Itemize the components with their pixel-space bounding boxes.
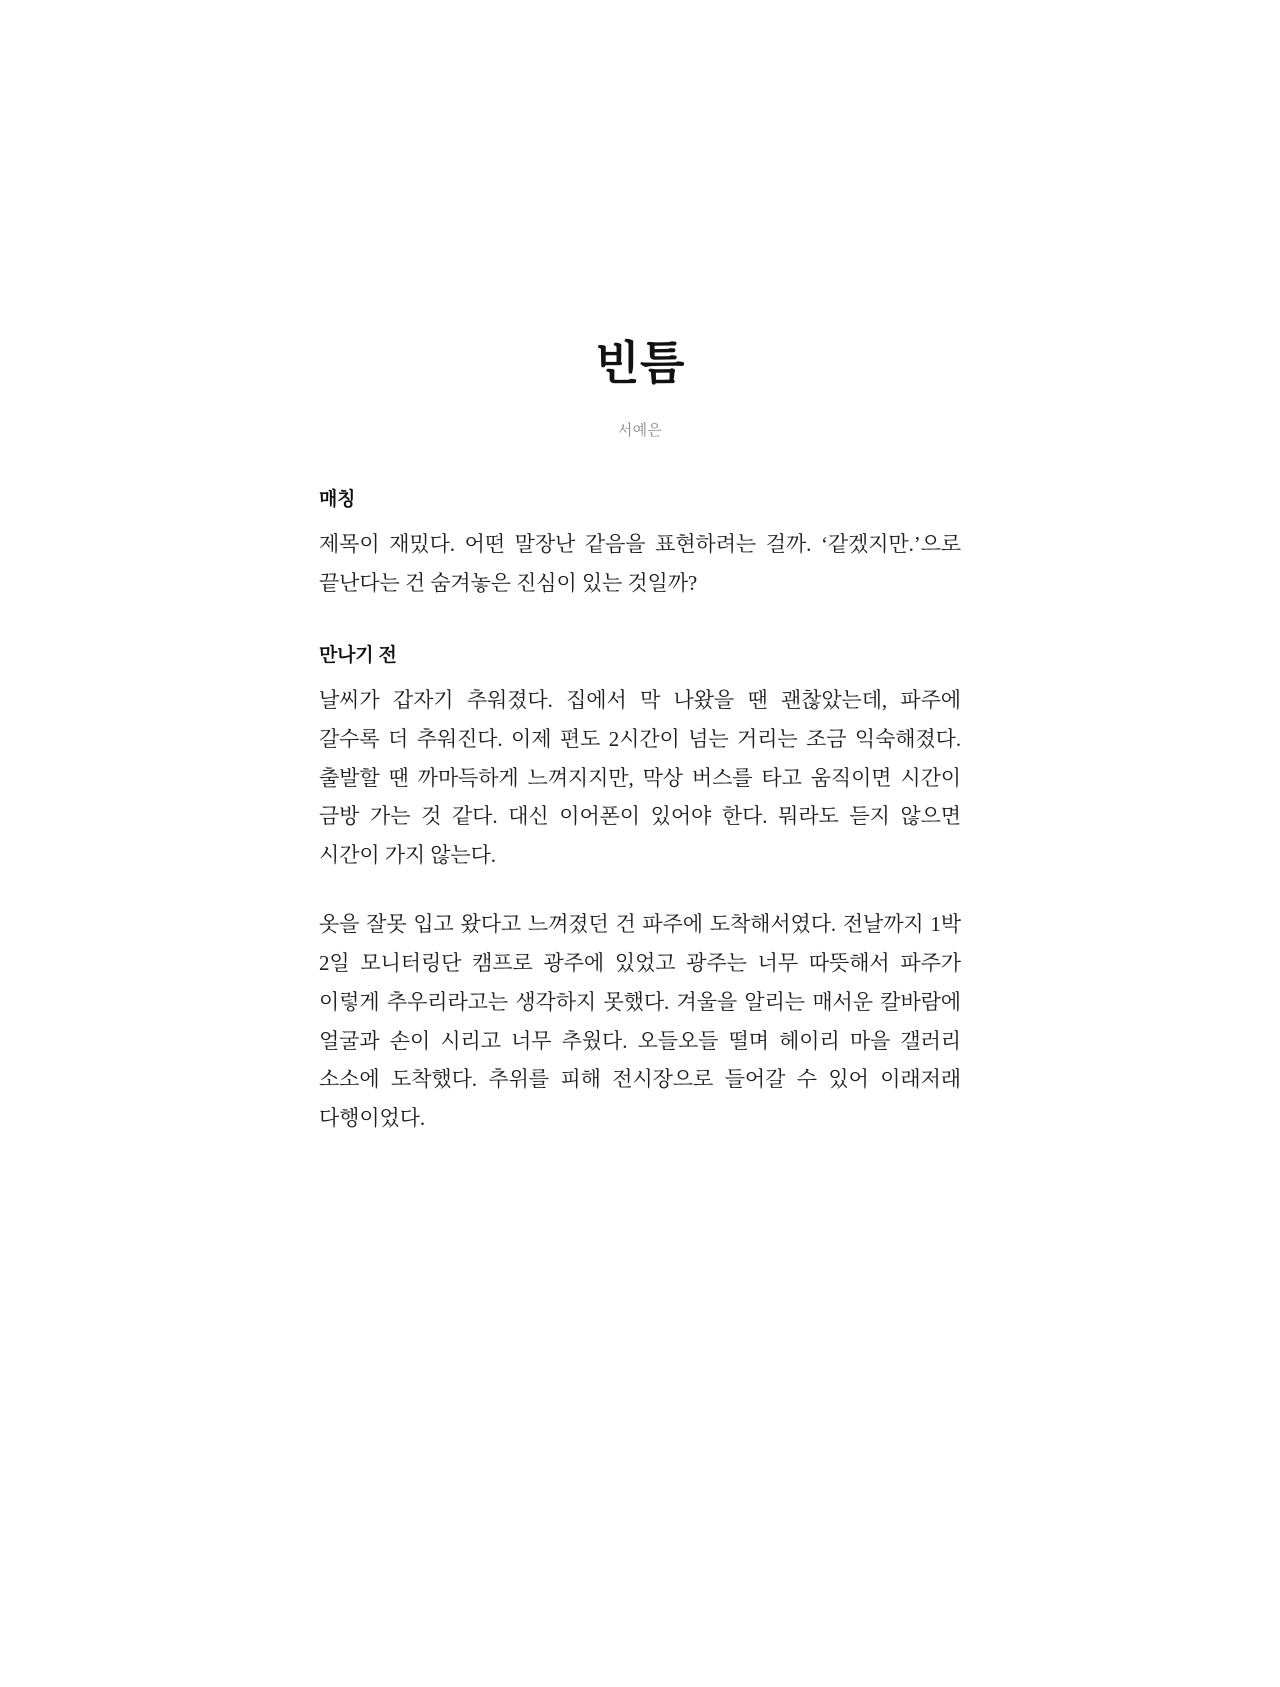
section-heading: 만나기 전 xyxy=(319,645,397,667)
document-content xyxy=(319,336,961,1138)
document-body xyxy=(319,486,961,1138)
section-paragraph: 제목이 재밌다. 어떤 말장난 같음을 표현하려는 걸까. ‘같겠지만.’으로 끝난다는 건 숨겨놓은 진심이 있는 것일까? xyxy=(319,531,961,595)
section-paragraph: 날씨가 갑자기 추워졌다. 집에서 막 나왔을 땐 괜찮았는데, 파주에 갈수록 더 추워진다. 이제 편도 2시간이 넘는 거리는 조금 익숙해졌다. 출발할 땐 까마득하게 느껴지지만, 막상 버스를 타고 움직이면 시간이 금방 가는 것 같다. 대신 이어폰이 있어야 한다. 뭐라도 듣지 않으면 시간이 가지 않는다. xyxy=(319,687,961,868)
page-title: 빈틈 xyxy=(595,337,685,389)
section-before-meeting xyxy=(319,642,961,1138)
author-byline: 서예은 xyxy=(617,422,663,440)
section-matching xyxy=(319,486,961,602)
section-heading: 매칭 xyxy=(319,489,356,511)
section-paragraph: 옷을 잘못 입고 왔다고 느껴졌던 건 파주에 도착해서였다. 전날까지 1박 2일 모니터링단 캠프로 광주에 있었고 광주는 너무 따뜻해서 파주가 이렇게 추우리라고는 생각하지 못했다. 겨울을 알리는 매서운 칼바람에 얼굴과 손이 시리고 너무 추웠다. 오들오들 떨며 헤이리 마을 갤러리 소소에 도착했다. 추위를 피해 전시장으로 들어갈 수 있어 이래저래 다행이었다. xyxy=(319,912,961,1131)
